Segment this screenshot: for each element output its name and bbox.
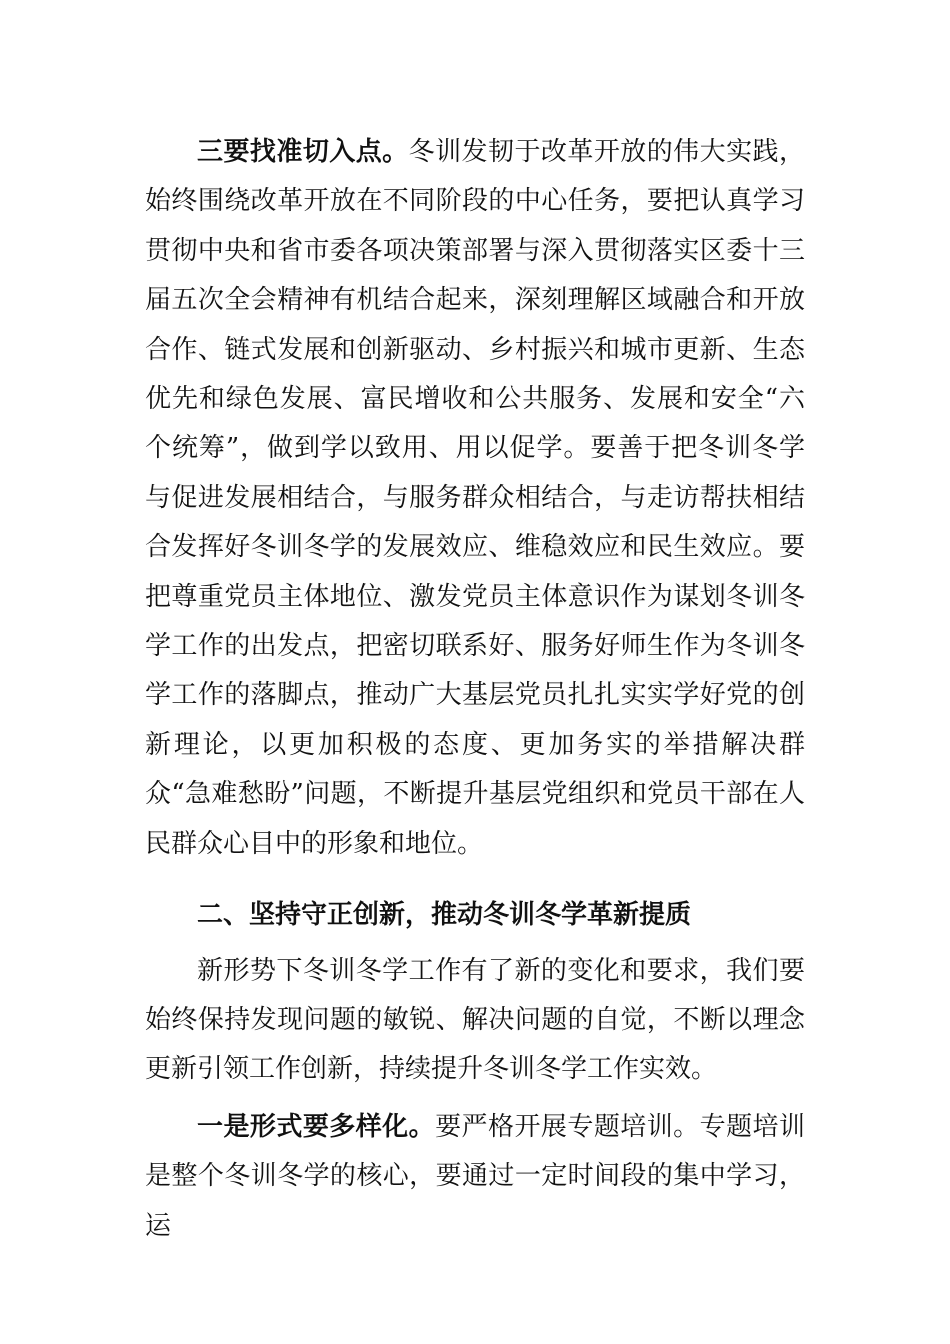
point-1-body: 要严格开展专题培训。专题培训是整个冬训冬学的核心，要通过一定时间段的集中学习，运 — [145, 1111, 805, 1241]
paragraph-intro: 新形势下冬训冬学工作有了新的变化和要求，我们要始终保持发现问题的敏锐、解决问题的自觉，不断以理念更新引领工作创新，持续提升冬训冬学工作实效。 — [145, 955, 805, 1085]
section-heading-2: 二、坚持守正创新，推动冬训冬学革新提质 — [197, 900, 692, 931]
paragraph-section-3 — [145, 128, 805, 869]
spacer — [145, 1095, 805, 1103]
point-1-lead: 一是形式要多样化。 — [197, 1111, 436, 1142]
spacer — [145, 869, 805, 877]
paragraph-point-1 — [145, 1103, 805, 1251]
document-body — [145, 128, 805, 1251]
section-3-lead: 三要找准切入点。 — [197, 137, 409, 167]
section-3-body: 冬训发韧于改革开放的伟大实践，始终围绕改革开放在不同阶段的中心任务，要把认真学习贯彻中央和省市委各项决策部署与深入贯彻落实区委十三届五次全会精神有机结合起来，深刻理解区域融合和开放合作、链式发展和创新驱动、乡村振兴和城市更新、生态优先和绿色发展、富民增收和公共服务、发展和安全“六个统筹”，做到学以致用、用以促学。要善于把冬训冬学与促进发展相结合，与服务群众相结合，与走访帮扶相结合发挥好冬训冬学的发展效应、维稳效应和民生效应。要把尊重党员主体地位、激发党员主体意识作为谋划冬训冬学工作的出发点，把密切联系好、服务好师生作为冬训冬学工作的落脚点，推动广大基层党员扎扎实实学好党的创新理论，以更加积极的态度、更加务实的举措解决群众“急难愁盼”问题，不断提升基层党组织和党员干部在人民群众心目中的形象和地位。 — [145, 137, 805, 859]
